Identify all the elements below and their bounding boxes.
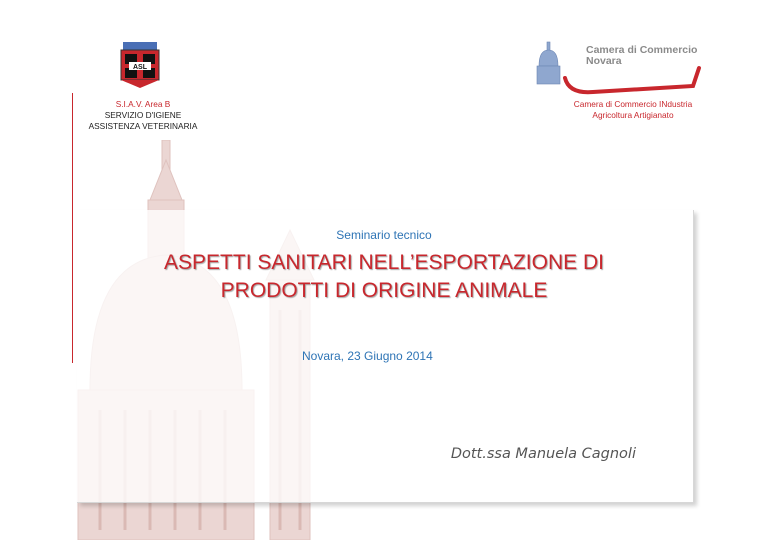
- asl-line1: S.I.A.V. Area B: [115, 99, 171, 109]
- title-line1: ASPETTI SANITARI NELL’ESPORTAZIONE DI: [164, 251, 604, 274]
- asl-organisation-label: [80, 99, 206, 132]
- cc-line2: Agricoltura Artigianato: [592, 110, 674, 120]
- cc-logo-line1: Camera di Commercio: [586, 44, 698, 56]
- seminar-subtitle: Seminario tecnico: [336, 228, 432, 242]
- camera-commercio-label: [557, 99, 709, 121]
- author-name: Dott.ssa Manuela Cagnoli: [450, 446, 636, 462]
- cc-line1: Camera di Commercio INdustria: [573, 99, 693, 109]
- title-line2: PRODOTTI DI ORIGINE ANIMALE: [220, 279, 548, 302]
- asl-line3: ASSISTENZA VETERINARIA: [88, 121, 198, 131]
- event-date: Novara, 23 Giugno 2014: [302, 349, 433, 363]
- asl-logo-text: ASL: [133, 64, 147, 71]
- slide-title: [0, 249, 768, 305]
- cc-logo-line2: Novara: [586, 55, 622, 67]
- camera-commercio-logo-name: [586, 45, 697, 67]
- asl-logo: [117, 40, 163, 90]
- asl-line2: SERVIZIO D'IGIENE: [104, 110, 182, 120]
